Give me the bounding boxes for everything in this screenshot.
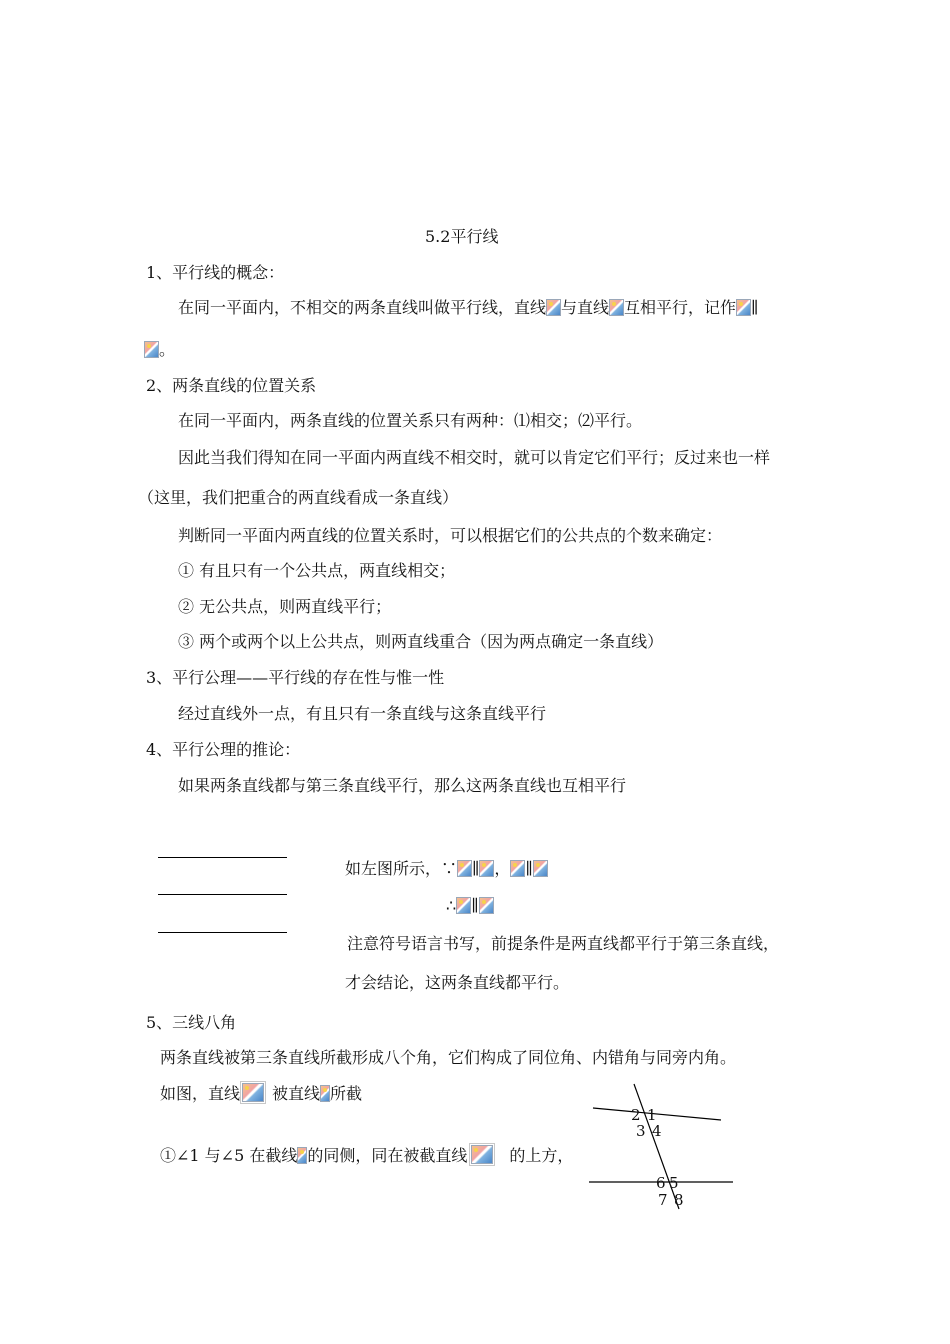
text: 在同一平面内，不相交的两条直线叫做平行线，直线 <box>178 298 547 317</box>
text: 在同一平面内 <box>178 411 275 430</box>
section-4-heading: 4、平行公理的推论： <box>146 740 301 759</box>
section-4-paragraph: 如果两条直线都与第三条直线平行，那么这两条直线也互相平行 <box>178 776 627 795</box>
image-icon <box>457 860 472 877</box>
image-icon <box>479 860 494 877</box>
angle-label: 7 <box>658 1191 668 1209</box>
image-icon <box>479 897 494 914</box>
parallel-line-b <box>158 894 287 895</box>
text: ①∠1 与∠5 在截线 <box>160 1146 298 1165</box>
image-icon <box>510 860 525 877</box>
text: ， <box>494 859 511 878</box>
parallel-symbol: ∥ <box>471 896 479 915</box>
angle-label: 2 <box>631 1106 641 1124</box>
angle-label: 1 <box>647 1106 657 1124</box>
text: 被直线 <box>272 1084 321 1103</box>
section-3-heading: 3、平行公理——平行线的存在性与惟一性 <box>146 668 445 687</box>
image-icon <box>456 897 471 914</box>
text: ，两条直线的位置关系只有两种：⑴相交；⑵平行。 <box>274 411 643 430</box>
section-1-paragraph <box>178 297 758 319</box>
three-lines-eight-angles-figure <box>585 1082 740 1212</box>
angle-label: 8 <box>674 1191 684 1209</box>
note-line-1: 注意符号语言书写，前提条件是两直线都平行于第三条直线， <box>347 934 780 953</box>
section-2-paragraph-4: 判断同一平面内两直线的位置关系时，可以根据它们的公共点的个数来确定： <box>178 526 723 545</box>
image-icon <box>320 1085 330 1102</box>
angle-label: 3 <box>636 1122 646 1140</box>
text: 的同侧，同在被截直线 <box>307 1146 468 1165</box>
text: 。 <box>159 340 176 359</box>
text: 如左图所示，∵ <box>345 859 458 878</box>
text: 与直线 <box>561 298 610 317</box>
section-2-paragraph-1 <box>178 410 642 432</box>
list-item: ② 无公共点，则两直线平行； <box>178 597 392 616</box>
figure-caption-because <box>345 858 548 880</box>
text: 的上方， <box>509 1146 574 1165</box>
angle-label: 4 <box>652 1122 662 1140</box>
section-1-paragraph-cont <box>144 339 175 361</box>
section-2-heading: 2、两条直线的位置关系 <box>146 376 317 395</box>
section-2-paragraph-3: （这里，我们把重合的两直线看成一条直线） <box>138 488 459 507</box>
text: 如图，直线 <box>160 1084 241 1103</box>
parallel-symbol: ∥ <box>472 859 480 878</box>
section-5-paragraph-1: 两条直线被第三条直线所截形成八个角，它们构成了同位角、内错角与同旁内角。 <box>160 1048 737 1067</box>
section-2-paragraph-2: 因此当我们得知在同一平面内两直线不相交时，就可以肯定它们平行；反过来也一样 <box>178 448 771 467</box>
angle-label: 5 <box>669 1174 679 1192</box>
section-5-paragraph-3 <box>160 1145 573 1167</box>
image-icon <box>546 299 561 316</box>
angle-label: 6 <box>656 1174 666 1192</box>
section-5-paragraph-2 <box>160 1083 362 1105</box>
line-upper <box>593 1108 721 1120</box>
note-line-2: 才会结论，这两条直线都平行。 <box>345 973 570 992</box>
image-icon <box>471 1145 493 1164</box>
section-5-heading: 5、三线八角 <box>146 1013 237 1032</box>
image-icon <box>242 1083 264 1102</box>
image-icon <box>297 1147 307 1164</box>
image-icon <box>533 860 548 877</box>
parallel-line-c <box>158 932 287 933</box>
section-1-heading: 1、平行线的概念： <box>146 263 285 282</box>
figure-caption-therefore <box>446 895 494 917</box>
list-item: ① 有且只有一个公共点，两直线相交； <box>178 561 456 580</box>
page-title: 5.2平行线 <box>425 227 499 246</box>
therefore-symbol: ∴ <box>446 896 457 915</box>
text: 所截 <box>330 1084 363 1103</box>
list-item: ③ 两个或两个以上公共点，则两直线重合（因为两点确定一条直线） <box>178 632 664 651</box>
parallel-symbol: ∥ <box>751 298 759 317</box>
image-icon <box>609 299 624 316</box>
text: 互相平行，记作 <box>624 298 737 317</box>
image-icon <box>144 341 159 358</box>
section-3-paragraph: 经过直线外一点，有且只有一条直线与这条直线平行 <box>178 704 547 723</box>
image-icon <box>736 299 751 316</box>
parallel-symbol: ∥ <box>525 859 533 878</box>
parallel-line-a <box>158 857 287 858</box>
